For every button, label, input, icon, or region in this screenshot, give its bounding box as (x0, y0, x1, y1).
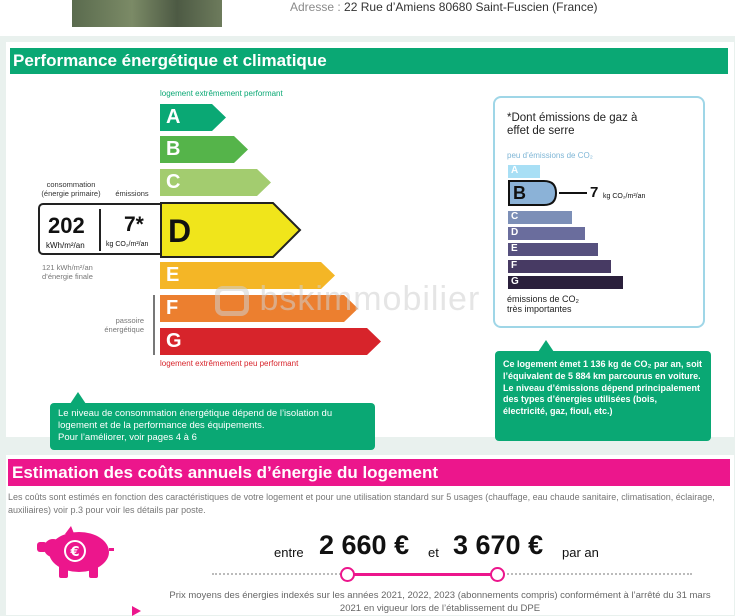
house-logo-icon (215, 286, 249, 316)
ges-bar-f-letter: F (511, 260, 518, 271)
costs-and: et (428, 545, 439, 560)
ges-title: *Dont émissions de gaz à effet de serre (507, 112, 638, 137)
address-label: Adresse : (290, 0, 341, 14)
energy-bar-c (160, 169, 271, 196)
address (290, 0, 598, 14)
energy-info-box: Le niveau de consommation énergétique dépend de l’isolation du logement et de la performance des équipements. Pour l’améliorer, voir pages 4 à 6 (50, 403, 375, 450)
energy-bar-f-letter: F (166, 297, 179, 319)
energy-bar-d (160, 202, 302, 258)
ges-bar-a-letter: A (511, 165, 519, 176)
energy-bar-a-letter: A (166, 106, 181, 128)
ges-bar-e (508, 243, 598, 256)
energy-bar-b-letter: B (166, 138, 181, 160)
energy-bar-d-letter: D (168, 213, 192, 249)
costs-footnote: Prix moyens des énergies indexés sur les années 2021, 2022, 2023 (abonnements compris) conformément à l’arrêté du 31 mars 2021 en vigueur lors de l’établissement du DPE (169, 590, 711, 614)
costs-between: entre (274, 545, 304, 560)
watermark-logo (215, 280, 480, 319)
ges-value: 7 (590, 184, 599, 201)
emissions-label: émissions (115, 189, 149, 198)
range-fill (346, 573, 496, 576)
ges-bar-a (508, 165, 540, 178)
ges-box (493, 96, 705, 328)
ges-unit: kg CO₂/m²/an (603, 193, 646, 200)
current-values-box (38, 203, 160, 255)
passoire-label: passoire énergétique (104, 316, 144, 334)
costs-description: Les coûts sont estimés en fonction des caractéristiques de votre logement et pour une utilisation standard sur 5 usages (chauffage, eau chaude sanitaire, climatisation, éclairage, auxiliaires) voir p.3 pour voir les détails par poste. (8, 492, 715, 515)
ges-bar-g (508, 276, 623, 289)
energy-bottom-label: logement extrêmement peu performant (160, 359, 299, 368)
watermark-text: bskimmobilier (259, 280, 481, 318)
final-energy-note: 121 kWh/m²/an d’énergie finale (42, 263, 93, 281)
energy-bar-b (160, 136, 248, 163)
ges-bar-d (508, 227, 585, 240)
ges-info-box: Ce logement émet 1 136 kg de CO₂ par an, soit l’équivalent de 5 884 km parcourus en voiture. Le niveau d’émissions dépend principalement des types d’énergies utilisées (bois, électricité, gaz, fioul, etc.) (495, 351, 711, 441)
ges-bar-c (508, 211, 572, 224)
consumption-label: consommation (énergie primaire) (41, 180, 101, 198)
range-max-handle (490, 567, 505, 582)
ges-bar-c-letter: C (511, 211, 519, 222)
energy-bar-e-letter: E (166, 264, 180, 286)
emissions-value: 7* (124, 213, 144, 236)
ges-bar-g-letter: G (511, 276, 519, 287)
energy-bar-c-letter: C (166, 171, 181, 193)
ges-bar-b (508, 180, 555, 206)
costs-section-header (8, 459, 730, 486)
energy-section-header (10, 48, 728, 74)
costs-section-title: Estimation des coûts annuels d’énergie du logement (12, 463, 439, 482)
values-divider (99, 209, 101, 251)
costs-per-year: par an (562, 545, 599, 560)
svg-text:€: € (70, 545, 80, 560)
ges-pointer-line (559, 192, 587, 194)
ges-bottom-label: émissions de CO₂ très importantes (507, 294, 580, 314)
energy-bar-a (160, 104, 226, 131)
energy-top-label: logement extrêmement performant (160, 89, 283, 98)
property-photo[interactable] (72, 0, 222, 27)
costs-max: 3 670 € (453, 530, 544, 560)
energy-bar-g-letter: G (166, 330, 182, 352)
consumption-unit: kWh/m²/an (46, 241, 85, 250)
ges-bar-b-letter: B (513, 183, 526, 203)
consumption-value: 202 (48, 213, 85, 238)
ges-top-label: peu d’émissions de CO₂ (507, 151, 593, 160)
ges-bar-e-letter: E (511, 243, 518, 254)
address-value: 22 Rue d’Amiens 80680 Saint-Fuscien (France) (344, 0, 598, 14)
ges-bar-d-letter: D (511, 227, 519, 238)
piggy-bank-icon (35, 524, 115, 582)
passoire-bracket (153, 295, 155, 355)
costs-min: 2 660 € (319, 530, 410, 560)
energy-section-title: Performance énergétique et climatique (13, 51, 327, 70)
emissions-unit: kg CO₂/m²/an (106, 241, 149, 248)
ges-bar-f (508, 260, 611, 273)
range-min-handle (340, 567, 355, 582)
energy-bar-g (160, 328, 381, 355)
